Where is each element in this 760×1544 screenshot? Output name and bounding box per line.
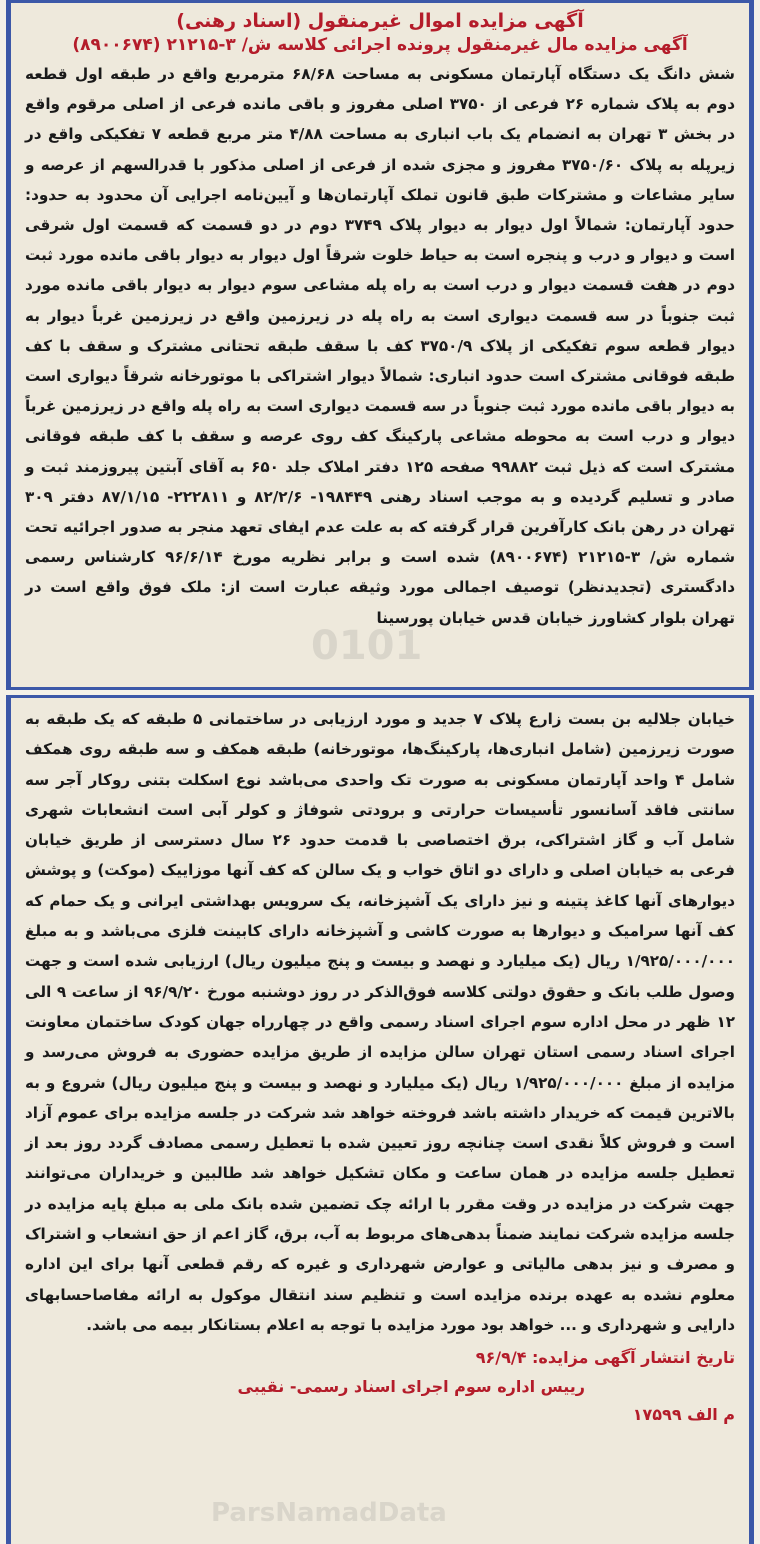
notice-bottom-content: [11, 698, 749, 1432]
signer: رییس اداره سوم اجرای اسناد رسمی- نقیبی: [237, 1377, 585, 1397]
notice-body-top: شش دانگ یک دستگاه آپارتمان مسکونی به مساحت ۶۸/۶۸ مترمربع واقع در طبقه اول قطعه دوم به پلاک شماره ۲۶ فرعی از ۳۷۵۰ اصلی مفروز و باقی مانده فرعی از اصلی مرقوم واقع در بخش ۳ تهران به انضمام یک باب انباری به مساحت ۴/۸۸ متر مربع قطعه ۷ تفکیکی واقع در زیرپله به پلاک ۳۷۵۰/۶۰ مفروز و مجزی شده از فرعی از اصلی مذکور با قدرالسهم از عرصه و سایر مشاعات و مشترکات طبق قانون تملک آپارتمان‌ها و آیین‌نامه اجرایی آن محدود به حدود: حدود آپارتمان: شمالاً اول دیوار به دیوار پلاک ۳۷۴۹ دوم در دو قسمت که قسمت اول شرقی است و دیوار و درب و پنجره است به حیاط خلوت شرقاً اول دیوار به دیوار باقی مانده مورد ثبت دوم در هفت قسمت دیوار و درب است به راه پله مشاعی سوم دیوار به دیوار باقی مانده مورد ثبت جنوباً در سه قسمت دیواری است به راه پله در زیرزمین واقع در زیرزمین غرباً دیوار به دیوار قطعه سوم تفکیکی از پلاک ۳۷۵۰/۹ کف با سقف طبقه تحتانی مشترک و سقف با کف طبقه فوقانی مشترک است حدود انباری: شمالاً دیوار اشتراکی با موتورخانه شرقاً دیواری است به دیوار باقی مانده مورد ثبت جنوباً در سه قسمت دیواری است به راه پله واقع در زیرزمین غرباً دیوار و درب است به محوطه مشاعی پارکینگ کف روی عرصه و سقف با کف طبقه فوقانی مشترک است که ذیل ثبت ۹۹۸۸۲ صفحه ۱۲۵ دفتر املاک جلد ۶۵۰ به آقای آبتین پیروزمند ثبت و صادر و تسلیم گردیده و به موجب اسناد رهنی ۱۹۸۴۴۹- ۸۲/۲/۶ و ۲۲۲۸۱۱- ۸۷/۱/۱۵ دفتر ۳۰۹ تهران در رهن بانک کارآفرین قرار گرفته که به علت عدم ایفای تعهد منجر به صدور اجرائیه تحت شماره ش/ ۳-۲۱۲۱۵ (۸۹۰۰۶۷۴) شده است و برابر نظریه مورخ ۹۶/۶/۱۴ کارشناس رسمی دادگستری (تجدیدنظر) توصیف اجمالی مورد وثیقه عبارت است از: ملک فوق واقع است در تهران بلوار کشاورز خیابان قدس خیابان پورسینا: [25, 65, 736, 627]
notice-body-bottom: خیابان جلالیه بن بست زارع پلاک ۷ جدید و مورد ارزیابی در ساختمانی ۵ طبقه که یک طبقه به صورت زیرزمین (شامل انباری‌ها، پارکینگ‌ها، موتورخانه) طبقه همکف و سه طبقه روی همکف شامل ۴ واحد آپارتمان مسکونی به صورت تک واحدی می‌باشد نوع اسکلت بتنی روکار آجر سه سانتی فاقد آسانسور تأسیسات حرارتی و برودتی شوفاژ و کولر آبی است انشعابات شهری شامل آب و گاز اشتراکی، برق اختصاصی با قدمت حدود ۲۶ سال دسترسی از طریق خیابان فرعی به خیابان اصلی و دارای دو اتاق خواب و یک سالن که کف آنها موزاییک (موکت) و پوشش دیوارهای آنها کاغذ پتینه و نیز دارای یک آشپزخانه، یک سرویس بهداشتی ایرانی و یک حمام که کف آنها سرامیک و دیوارها به صورت کاشی و آشپزخانه دارای کابینت فلزی می‌باشد و به مبلغ ۱/۹۲۵/۰۰۰/۰۰۰ ریال (یک میلیارد و نهصد و بیست و پنج میلیون ریال) ارزیابی شده است و جهت وصول طلب بانک و حقوق دولتی کلاسه فوق‌الذکر در روز دوشنبه مورخ ۹۶/۹/۲۰ از ساعت ۹ الی ۱۲ ظهر در محل اداره سوم اجرای اسناد رسمی واقع در چهارراه جهان کودک ساختمان معاونت اجرای اسناد رسمی استان تهران سالن مزایده از طریق مزایده حضوری به فروش می‌رسد و مزایده از مبلغ ۱/۹۲۵/۰۰۰/۰۰۰ ریال (یک میلیارد و نهصد و بیست و پنج میلیون ریال) شروع و به بالاترین قیمت که خریدار داشته باشد فروخته خواهد شد شرکت در جلسه مزایده برای عموم آزاد است و فروش کلاً نقدی است چنانچه روز تعیین شده با تعطیل رسمی مصادف گردد روز بعد از تعطیل جلسه مزایده در همان ساعت و مکان تشکیل خواهد شد طالبین و خریداران می‌توانند جهت شرکت در مزایده در وقت مقرر با ارائه چک تضمین شده بانک ملی به مبلغ پایه مزایده در جلسه مزایده شرکت نمایند ضمناً بدهی‌های مربوط به آب، برق، گاز اعم از حق انشعاب و اشتراک و مصرف و نیز بدهی مالیاتی و عوارض شهرداری و غیره که رقم قطعی آنها برای این اداره معلوم نشده به عهده برنده مزایده است و تنظیم سند انتقال موکول به ارائه مفاصاحسابهای دارایی و شهرداری و ... خواهد بود مورد مزایده با توجه به اعلام بستانکار بیمه می باشد.: [25, 710, 736, 1334]
watermark-text-1: 0101: [311, 623, 423, 669]
notice-clip-top: [6, 0, 754, 690]
notice-top-content: [11, 3, 749, 637]
notice-title: آگهی مزایده اموال غیرمنقول (اسناد رهنی): [176, 10, 584, 32]
notice-subtitle: آگهی مزایده مال غیرمنقول پرونده اجرائی کلاسه ش/ ۳-۲۱۲۱۵ (۸۹۰۰۶۷۴): [72, 35, 688, 55]
notice-clip-bottom: [6, 695, 754, 1544]
watermark-text-2: ParsNamadData: [211, 1498, 447, 1528]
notice-code: م الف ۱۷۵۹۹: [632, 1405, 735, 1425]
publish-date: تاریخ انتشار آگهی مزایده: ۹۶/۹/۴: [475, 1348, 735, 1368]
